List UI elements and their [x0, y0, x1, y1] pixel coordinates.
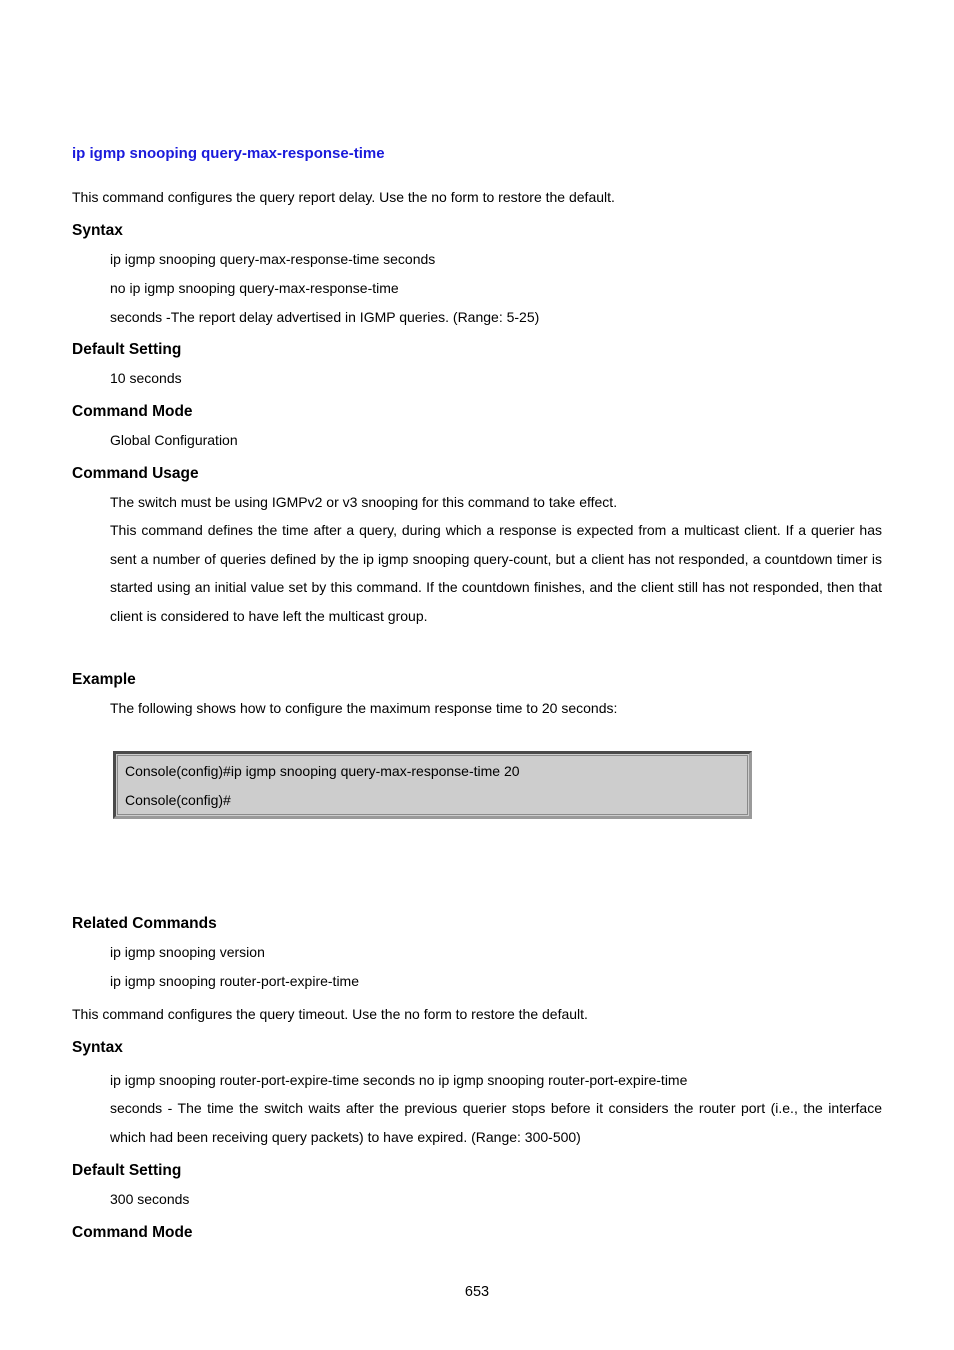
command-usage-line: The switch must be using IGMPv2 or v3 snooping for this command to take effect.	[110, 494, 618, 510]
console-box	[113, 751, 752, 819]
related-command-item: ip igmp snooping version	[110, 944, 265, 960]
default-setting-heading: Default Setting	[72, 341, 182, 358]
syntax-line: no ip igmp snooping query-max-response-time	[110, 280, 399, 296]
syntax-heading: Syntax	[72, 222, 123, 239]
console-line: Console(config)#ip igmp snooping query-max-response-time 20	[125, 763, 520, 779]
command-usage-paragraph: This command defines the time after a query, during which a response is expected from a multicast client. If a querier has sent a number of queries defined by the ip igmp snooping query-count, but a client has not responded, a countdown timer is started using an initial value set by this command. If the countdown finishes, and the client still has not responded, then that client is considered to have left the multicast group.	[110, 522, 882, 625]
default-setting-value: 300 seconds	[110, 1191, 190, 1207]
example-heading: Example	[72, 671, 136, 688]
command-title: ip igmp snooping query-max-response-time	[72, 145, 385, 162]
related-command-item: ip igmp snooping router-port-expire-time	[110, 973, 359, 989]
default-setting-value: 10 seconds	[110, 370, 182, 386]
syntax-line: ip igmp snooping router-port-expire-time seconds no ip igmp snooping router-port-expire-time	[110, 1072, 688, 1088]
page-number: 653	[464, 1284, 490, 1300]
default-setting-heading: Default Setting	[72, 1162, 182, 1179]
command-description: This command configures the query timeout. Use the no form to restore the default.	[72, 1006, 588, 1022]
command-usage-heading: Command Usage	[72, 465, 199, 482]
example-text: The following shows how to configure the maximum response time to 20 seconds:	[110, 700, 618, 716]
syntax-parameter: seconds -The report delay advertised in IGMP queries. (Range: 5-25)	[110, 309, 540, 325]
command-mode-value: Global Configuration	[110, 432, 238, 448]
console-line: Console(config)#	[125, 792, 231, 808]
syntax-line: ip igmp snooping query-max-response-time seconds	[110, 251, 436, 267]
command-description: This command configures the query report delay. Use the no form to restore the default.	[72, 189, 615, 205]
syntax-parameter: seconds - The time the switch waits after the previous querier stops before it considers the router port (i.e., the interface which had been receiving query packets) to have expired. (Range: 300-500)	[110, 1100, 882, 1145]
command-mode-heading: Command Mode	[72, 1224, 193, 1241]
command-mode-heading: Command Mode	[72, 403, 193, 420]
related-commands-heading: Related Commands	[72, 915, 217, 932]
syntax-heading: Syntax	[72, 1039, 123, 1056]
